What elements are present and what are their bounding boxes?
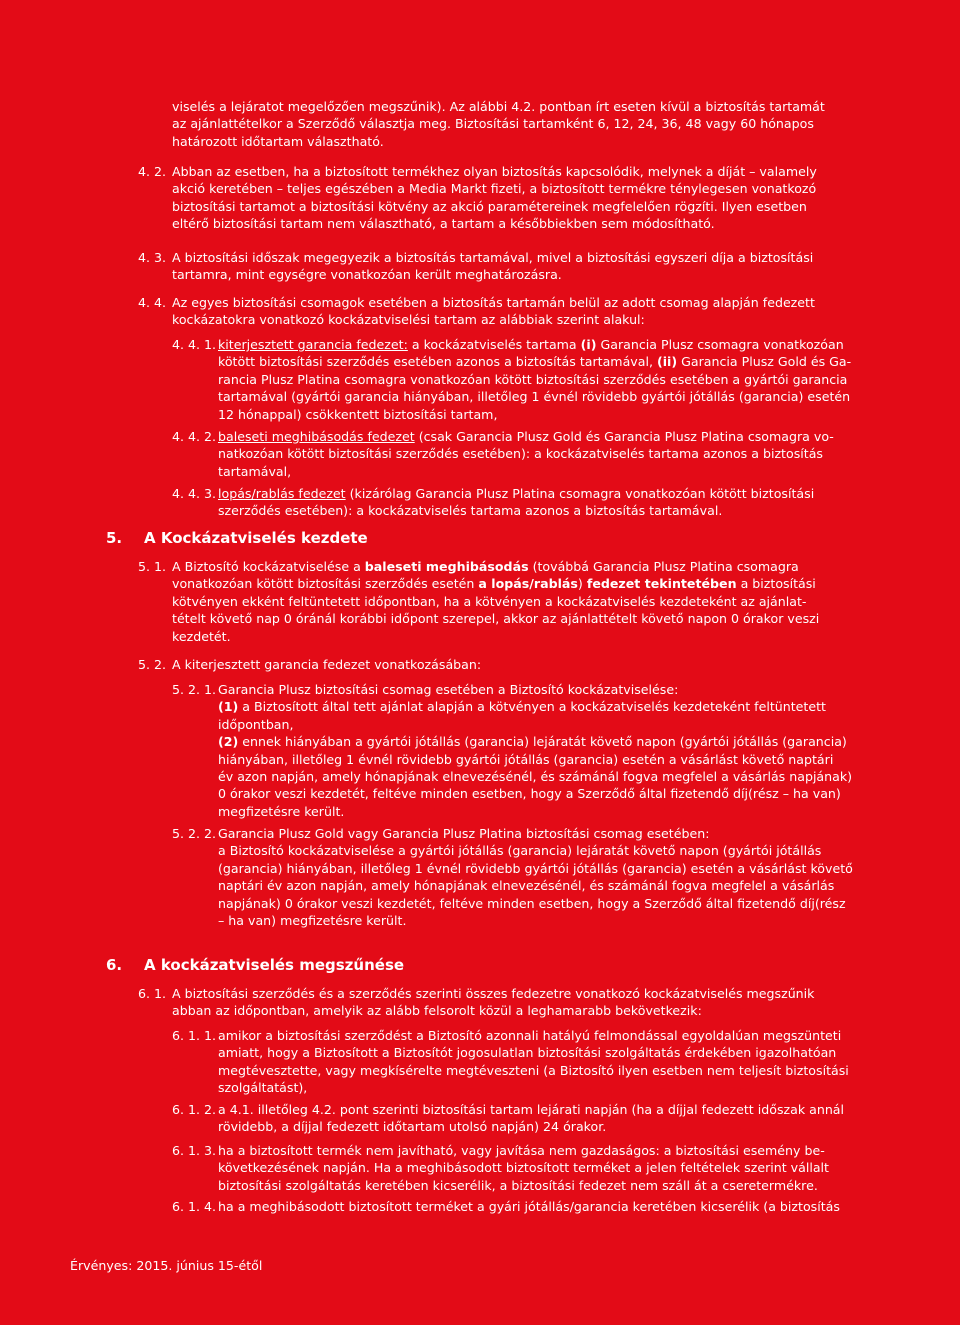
text-line: abban az időpontban, amelyik az alább felsorolt közül a leghamarabb bekövetkezik:	[172, 1003, 702, 1019]
text-run: (továbbá Garancia Plusz Platina csomagra	[528, 559, 799, 574]
text-run: Garancia Plusz csomagra vonatkozóan	[596, 337, 844, 352]
text-line: A biztosítási szerződés és a szerződés szerinti összes fedezetre vonatkozó kockázatviselés megszűnik	[172, 986, 815, 1001]
section-number: 4. 2.	[138, 164, 167, 179]
text-line: a Biztosító kockázatviselése a gyártói jótállás (garancia) lejáratát követő napon (gyártói jótállás	[218, 843, 822, 859]
text-line: – ha van) megfizetésre került.	[218, 913, 407, 929]
heading-title: A Kockázatviselés kezdete	[144, 529, 368, 547]
text-line: biztosítási tartamot a biztosítási kötvény az akció paramétereinek megfelelően rögzíti. Ilyen esetben	[172, 198, 807, 214]
section-6-1-2	[172, 1101, 942, 1136]
bold-term: baleseti meghibásodás	[364, 559, 529, 574]
bold-term: (2)	[218, 734, 239, 750]
bold-term: a lopás/rablás	[478, 576, 578, 592]
text-run: )	[577, 576, 587, 592]
text-line: biztosítási szolgáltatás keretében kicserélik, a biztosítási fedezet nem száll át a cseretermékre.	[218, 1177, 818, 1193]
section-heading-5	[106, 528, 368, 548]
section-number: 4. 4. 3.	[172, 486, 217, 501]
text-line: az ajánlattételkor a Szerződő választja meg. Biztosítási tartamként 6, 12, 24, 36, 48 vagy 60 hónapos	[172, 116, 814, 132]
text-run: a biztosítási	[736, 576, 816, 592]
section-6-1-4	[172, 1198, 942, 1215]
section-5-2-1	[172, 681, 942, 820]
section-text	[218, 825, 942, 929]
section-text	[172, 558, 938, 645]
section-text	[172, 656, 938, 673]
section-text	[218, 1198, 942, 1215]
text-line: natkozóan kötött biztosítási szerződés esetében): a kockázatviselés tartama azonos a biztosítás	[218, 446, 823, 462]
underlined-term: kiterjesztett garancia fedezet:	[218, 337, 408, 352]
bold-term: (i)	[580, 337, 597, 352]
text-line: amikor a biztosítási szerződést a Biztosító azonnali hatályú felmondással egyoldalúan megszünteti	[218, 1028, 842, 1043]
text-line	[218, 485, 942, 502]
section-4-2	[138, 163, 938, 233]
text-line: szolgáltatást),	[218, 1080, 308, 1096]
section-number: 4. 4. 1.	[172, 337, 217, 352]
text-line: 0 órakor veszi kezdetét, feltéve minden esetben, hogy a Szerződő által fizetendő díj(rész – ha van)	[218, 786, 841, 802]
text-line: szerződés esetében): a kockázatviselés tartama azonos a biztosítás tartamával.	[218, 503, 723, 519]
text-line: Garancia Plusz biztosítási csomag esetében a Biztosító kockázatviselése:	[218, 682, 679, 697]
section-number: 6. 1.	[138, 986, 167, 1001]
text-line: Garancia Plusz Gold vagy Garancia Plusz Platina biztosítási csomag esetében:	[218, 826, 710, 841]
text-line: naptári év azon napján, amely hónapjának elnevezésénél, és számánál fogva megfelel a vásárlás	[218, 878, 835, 894]
section-text	[172, 249, 938, 284]
section-5-1	[138, 558, 938, 645]
section-6-1	[138, 985, 938, 1020]
section-text	[172, 294, 938, 329]
heading-number: 6.	[106, 956, 123, 974]
text-line: időpontban,	[218, 716, 294, 732]
section-text	[218, 336, 942, 423]
text-line: kezdetét.	[172, 628, 231, 644]
text-line: A biztosítási időszak megegyezik a biztosítás tartamával, mivel a biztosítási egyszeri díja a biztosítási	[172, 250, 814, 265]
text-line: következésének napján. Ha a meghibásodott biztosított terméket a jelen feltételek szerint vállalt	[218, 1160, 829, 1176]
validity-footer: Érvényes: 2015. június 15-étől	[70, 1258, 263, 1273]
text-line: hiányában, illetőleg 1 évnél rövidebb gyártói jótállás (garancia) esetén a vásárlást követő naptári	[218, 751, 834, 767]
text-line	[172, 575, 938, 592]
text-line: tartamával (gyártói garancia hiányában, illetőleg 1 évnél rövidebb gyártói jótállás (garancia) esetén	[218, 389, 851, 405]
text-line: év azon napján, amely hónapjának elnevezésénél, és számánál fogva megfelel a vásárlás napjának)	[218, 769, 853, 785]
section-text	[218, 485, 942, 520]
text-line: Abban az esetben, ha a biztosított termékhez olyan biztosítás kapcsolódik, melynek a díját – valamely	[172, 164, 817, 179]
section-number: 5. 2.	[138, 657, 167, 672]
text-line: kötvényen ekként feltüntetett időpontban, ha a kötvényen a kockázatviselés kezdeteként az ajánlat-	[172, 593, 807, 609]
section-number: 4. 3.	[138, 250, 167, 265]
text-line: rövidebb, a díjjal fedezett időtartam utolsó napján) 24 órakor.	[218, 1119, 607, 1135]
text-run: vonatkozóan kötött biztosítási szerződés esetén	[172, 576, 479, 592]
section-text	[218, 1027, 942, 1097]
text-line: tartamra, mint egységre vonatkozóan került meghatározásra.	[172, 267, 562, 283]
section-number: 5. 1.	[138, 559, 167, 574]
section-number: 6. 1. 2.	[172, 1102, 217, 1117]
text-line: megfizetésre került.	[218, 803, 345, 819]
section-4-4-3	[172, 485, 942, 520]
section-6-1-3	[172, 1142, 942, 1194]
text-line: akció keretében – teljes egészében a Media Markt fizeti, a biztosított termékre ténylegesen vonatkozó	[172, 181, 817, 197]
section-4-4-1	[172, 336, 942, 423]
section-text	[172, 985, 938, 1020]
section-number: 5. 2. 2.	[172, 826, 217, 841]
text-line: napjának) 0 órakor veszi kezdetét, feltéve minden esetben, hogy a Szerződő által fizetendő díj(rész	[218, 895, 846, 911]
text-line	[172, 558, 938, 575]
text-line: amiatt, hogy a Biztosított a Biztosítót jogosulatlan biztosítási szolgáltatás érdekében igazolhatóan	[218, 1045, 837, 1061]
text-run: ennek hiányában a gyártói jótállás (garancia) lejáratát követő napon (gyártói jótállás (garancia)	[238, 734, 847, 750]
text-line: kockázatokra vonatkozó kockázatviselési tartam az alábbiak szerint alakul:	[172, 312, 645, 328]
text-line: a 4.1. illetőleg 4.2. pont szerinti biztosítási tartam lejárati napján (ha a díjjal fedezett időszak annál	[218, 1102, 845, 1117]
text-line	[218, 336, 942, 353]
section-5-2	[138, 656, 938, 673]
section-4-3	[138, 249, 938, 284]
text-line: tartamával,	[218, 463, 292, 479]
text-line: Az egyes biztosítási csomagok esetében a biztosítás tartamán belül az adott csomag alapján fedezett	[172, 295, 815, 310]
text-line	[218, 698, 942, 715]
section-text	[172, 163, 938, 233]
section-number: 6. 1. 3.	[172, 1143, 217, 1158]
text-line	[218, 428, 942, 445]
text-line: eltérő biztosítási tartam nem választható, a tartam a későbbiekben sem módosítható.	[172, 216, 715, 232]
text-line: határozott időtartam választható.	[172, 133, 384, 149]
bold-term: fedezet tekintetében	[586, 576, 737, 592]
text-line: ha a biztosított termék nem javítható, vagy javítása nem gazdaságos: a biztosítási esemény be-	[218, 1143, 825, 1158]
text-line: megtévesztette, vagy megkísérelte megtéveszteni (a Biztosító ilyen esetben nem teljesít biztosítási	[218, 1062, 849, 1078]
text-run: kötött biztosítási szerződés esetében azonos a biztosítás tartamával,	[218, 354, 657, 370]
section-text	[218, 1101, 942, 1136]
section-4-4-2	[172, 428, 942, 480]
section-number: 6. 1. 1.	[172, 1028, 217, 1043]
text-line	[218, 733, 942, 750]
text-run: A Biztosító kockázatviselése a	[172, 559, 365, 574]
underlined-term: baleseti meghibásodás fedezet	[218, 429, 415, 444]
text-line: rancia Plusz Platina csomagra vonatkozóan kötött biztosítási szerződés esetében a gyártói garancia	[218, 371, 848, 387]
text-run: (csak Garancia Plusz Gold és Garancia Plusz Platina csomagra vo-	[414, 429, 834, 444]
text-line: (garancia) hiányában, illetőleg 1 évnél rövidebb gyártói jótállás (garancia) esetén a vásárlást követő	[218, 860, 853, 876]
section-text	[218, 428, 942, 480]
text-line: viselés a lejáratot megelőzően megszűnik). Az alábbi 4.2. pontban írt eseten kívül a biztosítás tartamát	[172, 99, 825, 114]
section-number: 6. 1. 4.	[172, 1199, 217, 1214]
text-run: Garancia Plusz Gold és Ga-	[677, 354, 852, 370]
text-line	[218, 353, 942, 370]
text-line: tételt követő nap 0 óránál korábbi időpont szerepel, akkor az ajánlattételt követő napon 0 órakor veszi	[172, 611, 820, 627]
text-line: A kiterjesztett garancia fedezet vonatkozásában:	[172, 657, 482, 672]
section-5-2-2	[172, 825, 942, 929]
section-number: 4. 4.	[138, 295, 167, 310]
section-text	[218, 681, 942, 820]
text-line: 12 hónappal) csökkentett biztosítási tartam,	[218, 406, 498, 422]
section-4-4	[138, 294, 938, 329]
intro-paragraph	[172, 98, 932, 150]
text-run: a kockázatviselés tartama	[407, 337, 581, 352]
section-heading-6	[106, 955, 404, 975]
text-line: ha a meghibásodott biztosított terméket a gyári jótállás/garancia keretében kicserélik (a biztosítás	[218, 1199, 840, 1214]
section-number: 4. 4. 2.	[172, 429, 217, 444]
section-number: 5. 2. 1.	[172, 682, 217, 697]
heading-title: A kockázatviselés megszűnése	[144, 956, 405, 974]
text-run: a Biztosított által tett ajánlat alapján a kötvényen a kockázatviselés kezdeteként feltüntetett	[238, 699, 826, 715]
text-run: (kizárólag Garancia Plusz Platina csomagra vonatkozóan kötött biztosítási	[345, 486, 815, 501]
heading-number: 5.	[106, 529, 123, 547]
section-text	[218, 1142, 942, 1194]
bold-term: (ii)	[656, 354, 678, 370]
underlined-term: lopás/rablás fedezet	[218, 486, 346, 501]
section-6-1-1	[172, 1027, 942, 1097]
bold-term: (1)	[218, 699, 239, 715]
